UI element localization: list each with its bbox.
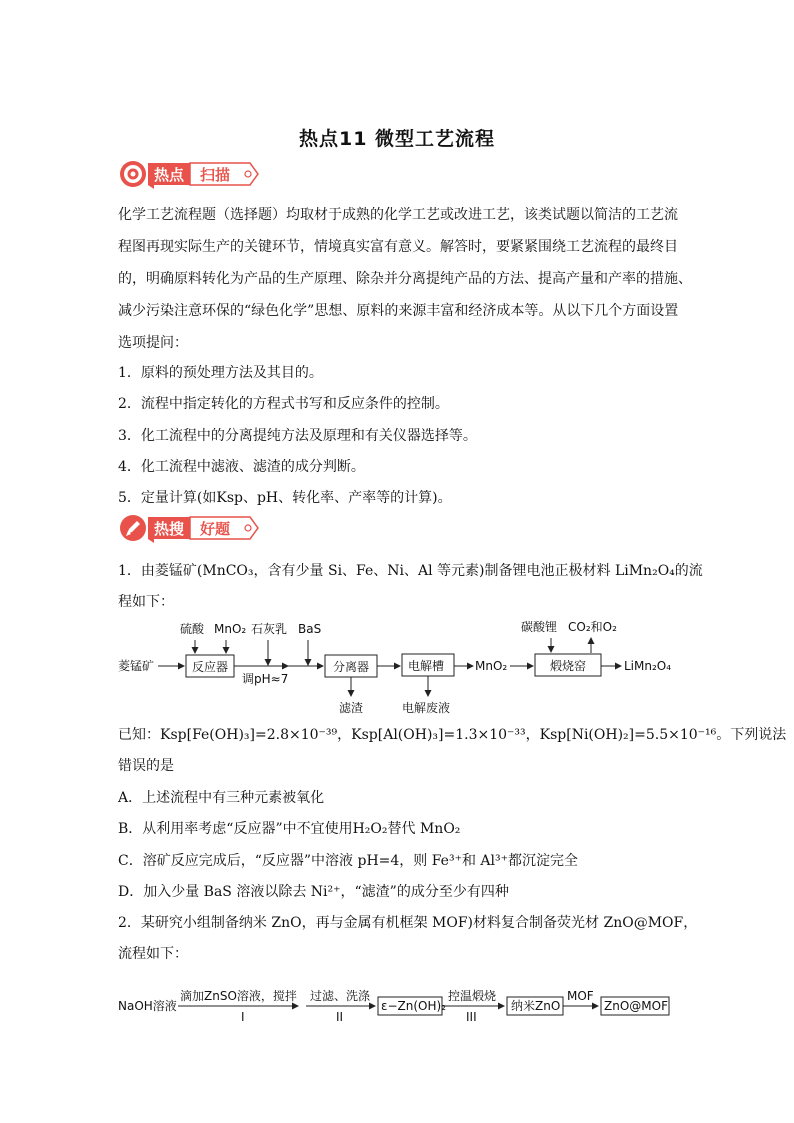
flow-mno2-label: MnO₂ bbox=[475, 659, 508, 673]
banner-search-left: 热搜 bbox=[154, 520, 185, 538]
point-3: 3．化工流程中的分离提纯方法及原理和有关仪器选择等。 bbox=[118, 428, 477, 444]
flow-ph-condition: 调pH≈7 bbox=[242, 672, 289, 686]
intro-line-5: 选项提问： bbox=[118, 335, 188, 351]
q1-option-a: A．上述流程中有三种元素被氧化 bbox=[118, 790, 325, 806]
flow-li2co3-label: 碳酸锂 bbox=[521, 620, 558, 634]
flow-reactor-label: 反应器 bbox=[192, 660, 229, 674]
point-5: 5．定量计算(如Ksp、pH、转化率、产率等的计算)。 bbox=[118, 490, 452, 506]
flow2-step3-label: 控温煅烧 bbox=[448, 989, 497, 1003]
flow2-step1-label: 滴加ZnSO溶液，搅拌 bbox=[180, 989, 297, 1003]
flow-waste-label: 电解废液 bbox=[402, 701, 451, 715]
flow-product-label: LiMn₂O₄ bbox=[624, 659, 672, 673]
intro-line-3: 的，明确原料转化为产品的生产原理、除杂并分离提纯产品的方法、提高产量和产率的措施、 bbox=[118, 271, 692, 287]
flow-add-bas: BaS bbox=[298, 622, 322, 636]
intro-line-1: 化学工艺流程题（选择题）均取材于成熟的化学工艺或改进工艺，该类试题以简洁的工艺流 bbox=[118, 207, 678, 223]
point-1: 1．原料的预处理方法及其目的。 bbox=[118, 365, 323, 381]
banner-scan-right: 扫描 bbox=[200, 166, 231, 184]
flow-gas-label: CO₂和O₂ bbox=[568, 620, 617, 634]
flow2-step1-number: I bbox=[241, 1010, 245, 1024]
flow-add-lime: 石灰乳 bbox=[251, 622, 288, 636]
q1-flow-diagram bbox=[118, 616, 678, 720]
section-banner-scan bbox=[118, 158, 268, 190]
flow-electrolyzer-label: 电解槽 bbox=[408, 659, 445, 673]
flow2-zn-oh2-label: ε−Zn(OH)₂ bbox=[381, 999, 447, 1013]
q2-stem-line-1: 2．某研究小组制备纳米 ZnO，再与金属有机框架 MOF)材料复合制备荧光材 ZnO@MOF， bbox=[118, 915, 698, 931]
q1-known-line: 已知：Ksp[Fe(OH)₃]=2.8×10⁻³⁹，Ksp[Al(OH)₃]=1.3×10⁻³³，Ksp[Ni(OH)₂]=5.5×10⁻¹⁶。下列说法 bbox=[118, 727, 787, 743]
q1-known-line-2: 错误的是 bbox=[118, 758, 174, 774]
flow2-step2-label: 过滤、洗涤 bbox=[310, 989, 371, 1003]
flow2-step4-label: MOF bbox=[567, 989, 594, 1003]
q1-stem-line-1: 1．由菱锰矿(MnCO₃，含有少量 Si、Fe、Ni、Al 等元素)制备锂电池正极材料 LiMn₂O₄的流 bbox=[118, 563, 703, 579]
section-banner-search bbox=[118, 512, 268, 544]
flow-kiln-label: 煅烧窑 bbox=[550, 659, 587, 673]
q1-option-d: D．加入少量 BaS 溶液以除去 Ni²⁺，“滤渣”的成分至少有四种 bbox=[118, 884, 509, 900]
pencil-icon bbox=[120, 515, 146, 541]
flow-separator-label: 分离器 bbox=[333, 660, 370, 674]
q1-option-b: B．从利用率考虑“反应器”中不宜使用H₂O₂替代 MnO₂ bbox=[118, 821, 461, 837]
intro-line-4: 减少污染注意环保的“绿色化学”思想、原料的来源丰富和经济成本等。从以下几个方面设置 bbox=[118, 303, 679, 319]
flow2-zno-mof-label: ZnO@MOF bbox=[604, 999, 668, 1013]
flow-raw-label: 菱锰矿 bbox=[118, 659, 155, 673]
q2-flow-diagram bbox=[118, 984, 678, 1028]
flow-add-acid: 硫酸 bbox=[180, 622, 205, 636]
q2-stem-line-2: 流程如下： bbox=[118, 946, 188, 962]
point-4: 4．化工流程中滤液、滤渣的成分判断。 bbox=[118, 459, 365, 475]
flow-residue-label: 滤渣 bbox=[339, 701, 364, 715]
flow2-nano-zno-label: 纳米ZnO bbox=[511, 999, 561, 1013]
banner-search-right: 好题 bbox=[200, 520, 231, 538]
point-2: 2．流程中指定转化的方程式书写和反应条件的控制。 bbox=[118, 396, 449, 412]
flow2-start-label: NaOH溶液 bbox=[118, 999, 177, 1013]
banner-scan-left: 热点 bbox=[154, 166, 185, 184]
q1-stem-line-2: 程如下： bbox=[118, 594, 174, 610]
flow2-step3-number: III bbox=[466, 1010, 477, 1024]
page-title: 热点11 微型工艺流程 bbox=[298, 128, 496, 150]
intro-line-2: 程图再现实际生产的关键环节，情境真实富有意义。解答时，要紧紧围绕工艺流程的最终目 bbox=[118, 239, 678, 255]
flow-add-mno2: MnO₂ bbox=[214, 622, 247, 636]
flow2-step2-number: II bbox=[336, 1010, 344, 1024]
target-icon bbox=[120, 161, 146, 187]
q1-option-c: C．溶矿反应完成后，“反应器”中溶液 pH=4，则 Fe³⁺和 Al³⁺都沉淀完全 bbox=[118, 853, 579, 869]
